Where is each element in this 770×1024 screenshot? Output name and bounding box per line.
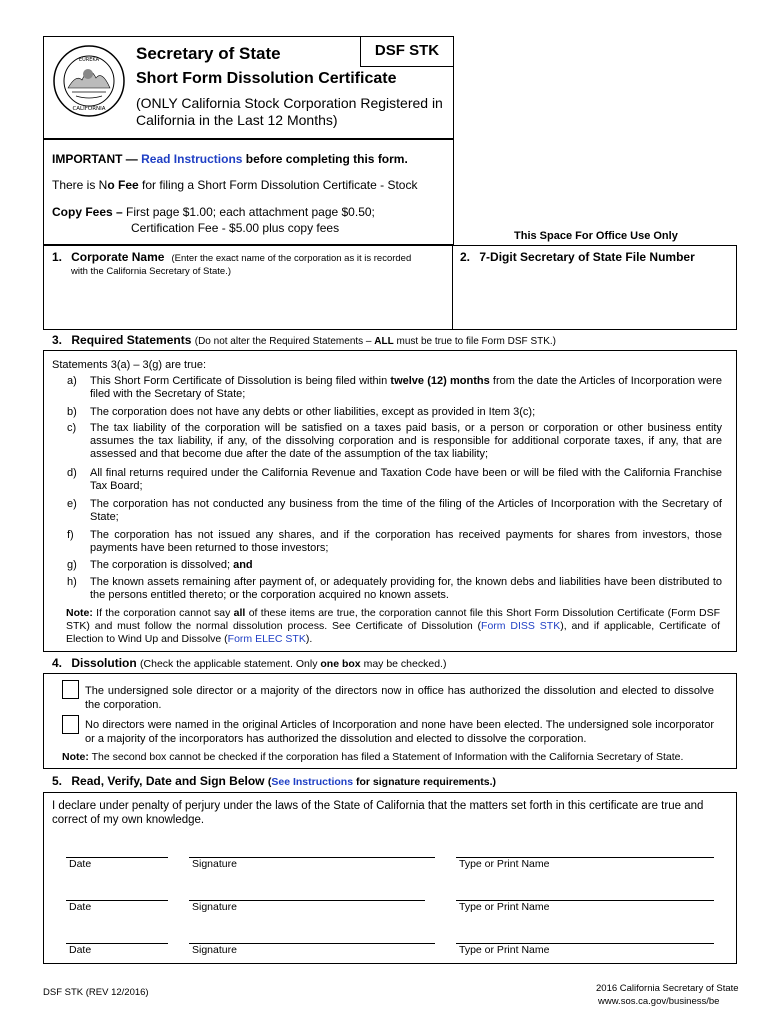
date-label: Date [69, 944, 92, 956]
certification-fee: Certification Fee - $5.00 plus copy fees [131, 221, 340, 235]
name-label: Type or Print Name [459, 901, 550, 913]
important-notice [52, 152, 408, 166]
statement-f-text: The corporation has not issued any shares, and if the corporation has received payments for shares from investors, those payments have been returned to those investors; [90, 529, 722, 554]
form-diss-stk-link[interactable]: Form DISS STK [481, 620, 561, 632]
item3-number: 3. [52, 333, 63, 347]
read-instructions-link[interactable]: Read Instructions [141, 152, 243, 166]
see-instructions-link[interactable]: See Instructions [271, 776, 354, 788]
statement-g [52, 559, 722, 572]
item1-heading [52, 251, 411, 265]
copy-fees-line1 [52, 205, 375, 219]
item5-number: 5. [52, 774, 63, 788]
dissolution-option2-checkbox[interactable] [62, 715, 79, 734]
declaration-text: I declare under penalty of perjury under the laws of the State of California that the matters set forth in this certificate are true and correct of my own knowledge. [52, 800, 704, 826]
statement-h-text: The known assets remaining after payment of, or adequately providing for, the known debs and liabilities have been distributed to the persons entitled thereto; or the corporation acquired no known assets. [90, 576, 722, 601]
footer-copyright: 2016 California Secretary of State [596, 983, 739, 994]
item3-hint [195, 336, 556, 347]
statement-b-text: The corporation does not have any debts or other liabilities, except as provided in Item 3(c); [90, 406, 536, 418]
item1-number: 1. [52, 250, 63, 264]
form-elec-stk-link[interactable]: Form ELEC STK [227, 633, 306, 645]
statement-f [52, 529, 722, 555]
statement-a-bold: twelve (12) months [390, 375, 490, 387]
item3-note [66, 607, 720, 646]
form-code: DSF STK [374, 42, 440, 59]
statement-g-text [90, 559, 722, 572]
statement-a-pre: This Short Form Certificate of Dissolution is being filed within [90, 375, 391, 387]
item3-hint-prefix: (Do not alter the Required Statements – [194, 336, 375, 347]
statement-e [52, 498, 722, 524]
item4-number: 4. [52, 656, 63, 670]
item4-note [62, 751, 683, 764]
name-label: Type or Print Name [459, 858, 550, 870]
statement-a-letter: a) [67, 375, 77, 387]
form-description-line2: California in the Last 12 Months) [136, 112, 338, 128]
copy-fees-label: Copy Fees – [52, 205, 123, 219]
name-label: Type or Print Name [459, 944, 550, 956]
item4-note-text: The second box cannot be checked if the corporation has filed a Statement of Information with the California Secretary of State. [88, 751, 684, 763]
dissolution-option2-text: No directors were named in the original Articles of Incorporation and none have been elected. The undersigned sole incorporator or a majority of the incorporators has authorized the dissolution and elected to dissolve the corporation. [85, 719, 714, 745]
statements-intro: Statements 3(a) – 3(g) are true: [52, 359, 207, 371]
statement-c [52, 422, 722, 461]
fee-bold: o Fee [107, 178, 139, 192]
statement-f-letter: f) [67, 529, 74, 541]
date-label: Date [69, 858, 92, 870]
page-title: Secretary of State [136, 44, 281, 63]
statement-b [52, 406, 722, 419]
item1-label: Corporate Name [71, 250, 165, 264]
statement-d-letter: d) [67, 467, 77, 479]
item3-note-end: ). [305, 633, 313, 645]
item4-hint-bold: one box [320, 658, 361, 670]
statement-g-main: The corporation is dissolved; [90, 559, 234, 571]
statement-h [52, 576, 722, 602]
important-suffix: before completing this form. [242, 152, 408, 166]
copy-fees-text: First page $1.00; each attachment page $0.50; [122, 205, 375, 219]
california-seal-icon [52, 44, 126, 118]
item4-hint [140, 658, 446, 670]
item5-heading [52, 775, 496, 789]
signature-label: Signature [192, 858, 237, 870]
item2-heading [460, 251, 695, 264]
item3-note-pre: If the corporation cannot say [92, 607, 234, 619]
item-divider [452, 245, 453, 330]
fee-prefix: There is N [52, 178, 108, 192]
statement-c-letter: c) [67, 422, 77, 434]
statement-a [52, 375, 722, 401]
item5-label: Read, Verify, Date and Sign Below [71, 774, 265, 788]
signature-label: Signature [192, 901, 237, 913]
statement-g-bold: and [233, 559, 253, 571]
statement-g-letter: g) [67, 559, 77, 571]
form-description-line1: (ONLY California Stock Corporation Registered in [136, 95, 443, 111]
fee-notice [52, 178, 417, 192]
item3-hint-bold: ALL [374, 336, 394, 347]
important-prefix: IMPORTANT — [52, 152, 142, 166]
fee-suffix: for filing a Short Form Dissolution Certificate - Stock [138, 178, 418, 192]
statement-d-text: All final returns required under the California Revenue and Taxation Code have been or will be filed with the California Franchise Tax Board; [90, 467, 722, 492]
form-subtitle: Short Form Dissolution Certificate [136, 70, 397, 87]
item5-hint-pre: ( [267, 776, 272, 788]
item2-label: 7-Digit Secretary of State File Number [479, 250, 695, 264]
item5-hint-post: for signature requirements.) [353, 776, 497, 788]
item3-note-mid2: ), and if applicable, Certificate of Election to Wind Up and Dissolve ( [66, 620, 720, 645]
dissolution-option1-checkbox[interactable] [62, 680, 79, 699]
signature-label: Signature [192, 944, 237, 956]
footer-website: www.sos.ca.gov/business/be [598, 996, 720, 1007]
item4-heading [52, 657, 446, 671]
item2-number: 2. [460, 250, 471, 264]
statement-d [52, 467, 722, 493]
footer-form-revision: DSF STK (REV 12/2016) [43, 987, 149, 998]
statement-h-letter: h) [67, 576, 77, 588]
office-use-label: This Space For Office Use Only [514, 230, 678, 242]
item3-label: Required Statements [71, 333, 192, 347]
item3-hint-suffix: must be true to file Form DSF STK.) [393, 336, 556, 347]
item1-hint-line2: with the California Secretary of State.) [71, 266, 231, 277]
item3-heading [52, 334, 556, 348]
item1-hint-line1: (Enter the exact name of the corporation as it is recorded [171, 253, 412, 264]
item4-hint-pre: (Check the applicable statement. Only [140, 658, 321, 670]
statement-e-text: The corporation has not conducted any business from the time of the filing of the Articles of Incorporation with the Secretary of State; [90, 498, 722, 523]
item3-note-label: Note: [66, 607, 93, 619]
item4-hint-post: may be checked.) [360, 658, 447, 670]
statement-a-post: from the date the Articles of Incorporation were filed with the Secretary of State; [90, 375, 722, 400]
item3-note-bold: all [233, 607, 246, 619]
item5-hint [268, 776, 496, 788]
dissolution-option1-text: The undersigned sole director or a majority of the directors now in office has authorized the dissolution and elected to dissolve the corporation. [85, 685, 714, 711]
statement-b-letter: b) [67, 406, 77, 418]
date-label: Date [69, 901, 92, 913]
item4-note-label: Note: [62, 751, 89, 763]
svg-text:CALIFORNIA: CALIFORNIA [72, 106, 106, 112]
item3-note-mid: of these items are true, the corporation cannot file this Short Form Dissolution Certificate (Form DSF STK) and must follow the normal dissolution process. See Certificate of Dissolution ( [66, 607, 720, 632]
statement-a-text [90, 375, 722, 401]
statement-e-letter: e) [67, 498, 77, 510]
svg-text:EUREKA: EUREKA [78, 57, 100, 63]
item4-label: Dissolution [71, 656, 137, 670]
statement-c-text: The tax liability of the corporation will be satisfied on a taxes paid basis, or a person or corporation or other business entity assumes the tax liability, if any, of the dissolving corporation and is responsible for additional corporate taxes, if any, that are assessed and that become due after the date of the assumption of the tax liability; [90, 422, 722, 460]
